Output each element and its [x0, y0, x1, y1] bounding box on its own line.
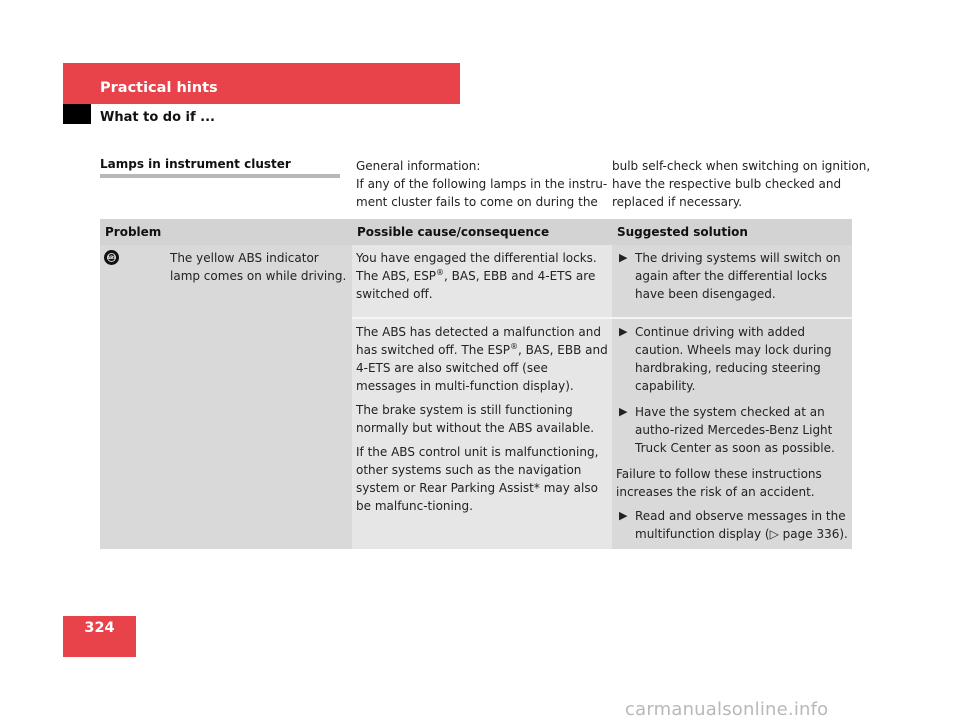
solution-warning: Failure to follow these instructions increases the risk of an accident. — [616, 467, 822, 499]
registered-mark: ® — [509, 342, 518, 351]
solution-bullet — [616, 507, 848, 543]
intro-line: ment cluster fails to come on during the — [356, 195, 598, 209]
intro-column-2 — [356, 157, 608, 211]
bullet-arrow-icon: ▶ — [619, 251, 628, 264]
icon-cell — [100, 245, 166, 549]
solution-text: Continue driving with added caution. Wheels may lock during hardbraking, reducing steering capability. — [635, 325, 832, 393]
intro-line: If any of the following lamps in the instru- — [356, 177, 608, 191]
section-subtitle: What to do if ... — [100, 110, 215, 125]
cause-cell — [352, 245, 612, 318]
intro-line: have the respective bulb checked and — [612, 177, 842, 191]
cause-text: , BAS, EBB and 4-ETS are switched off. — [356, 269, 596, 301]
chapter-title: Practical hints — [100, 80, 218, 96]
table-header-row — [100, 219, 852, 245]
cause-paragraph: The brake system is still functioning normally but without the ABS available. — [356, 403, 595, 435]
cause-text: You have engaged the differential locks. The ABS, ESP — [356, 251, 597, 283]
cause-text: The ABS has detected a malfunction and has switched off. The ESP — [356, 325, 601, 357]
header-cause: Possible cause/consequence — [352, 219, 612, 245]
hints-table — [100, 219, 852, 549]
solution-cell — [612, 245, 852, 318]
solution-text: Have the system checked at an autho-rized Mercedes-Benz Light Truck Center as soon as possible. — [635, 405, 835, 455]
page-number: 324 — [84, 620, 115, 636]
solution-text: The driving systems will switch on again after the differential locks have been disengaged. — [635, 251, 841, 301]
registered-mark: ® — [436, 268, 445, 277]
intro-line: bulb self-check when switching on ignition, — [612, 159, 871, 173]
intro-line: General information: — [356, 159, 481, 173]
header-solution: Suggested solution — [612, 219, 852, 245]
cause-cell — [352, 318, 612, 549]
solution-cell — [612, 318, 852, 549]
intro-column-3 — [612, 157, 871, 211]
solution-bullet — [616, 323, 848, 395]
solution-bullet — [616, 249, 848, 303]
cause-text: , BAS, EBB and 4-ETS are also switched off (see messages in multi-function display). — [356, 343, 608, 393]
solution-bullet — [616, 403, 848, 457]
section-heading: Lamps in instrument cluster — [100, 157, 291, 171]
subheader-marker — [63, 104, 91, 124]
header-problem: Problem — [100, 219, 352, 245]
solution-text: ). — [839, 527, 848, 541]
table-row — [100, 245, 852, 318]
cause-paragraph: If the ABS control unit is malfunctioning, other systems such as the navigation system or Rear Parking Assist* may also be malfunc-tioning. — [356, 445, 599, 513]
bullet-arrow-icon: ▶ — [619, 325, 628, 338]
problem-cell: The yellow ABS indicator lamp comes on while driving. — [166, 245, 352, 549]
solution-text: Read and observe messages in the multifunction display ( — [635, 509, 846, 541]
abs-warning-lamp-icon: ABS — [104, 250, 119, 265]
page-reference-link[interactable]: ▷ page 336 — [769, 527, 840, 541]
section-rule — [100, 174, 340, 178]
intro-line: replaced if necessary. — [612, 195, 743, 209]
cause-paragraph — [356, 323, 608, 395]
bullet-arrow-icon: ▶ — [619, 405, 628, 418]
watermark: carmanualsonline.info — [625, 699, 829, 720]
bullet-arrow-icon: ▶ — [619, 509, 628, 522]
